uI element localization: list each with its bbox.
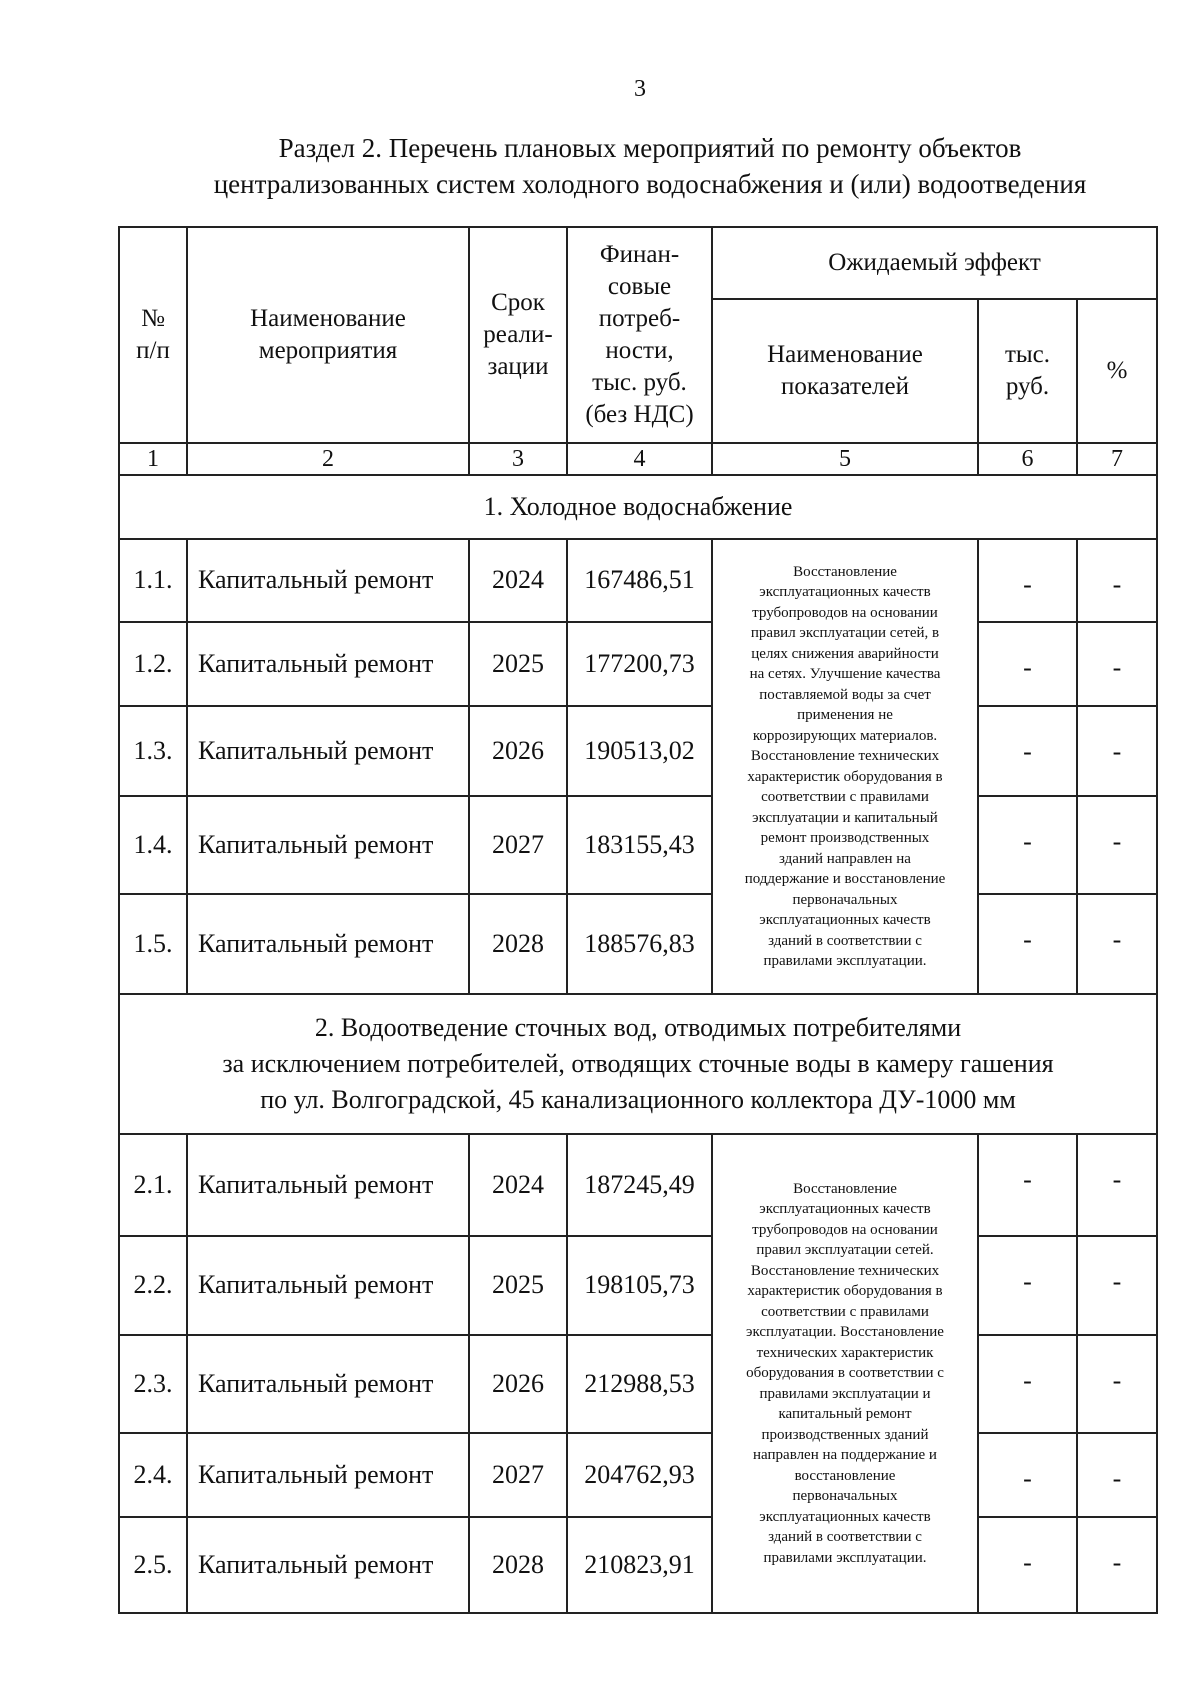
effect-description	[712, 539, 978, 994]
row-thousand: -	[978, 1134, 1077, 1236]
effect-line: коррозирующих материалов.	[752, 727, 938, 744]
row-name: Капитальный ремонт	[187, 706, 469, 796]
row-thousand: -	[978, 796, 1077, 894]
row-year: 2027	[469, 1433, 567, 1517]
effect-line: Восстановление технических	[750, 748, 940, 765]
column-number-row	[119, 443, 1157, 475]
row-amount: 210823,91	[567, 1517, 712, 1613]
effect-line: восстановление	[794, 1467, 896, 1484]
effect-line: эксплуатации и капитальный	[752, 809, 938, 826]
row-thousand: -	[978, 622, 1077, 706]
row-number: 2.2.	[119, 1236, 187, 1334]
row-thousand: -	[978, 1517, 1077, 1613]
effect-line: правилами эксплуатации.	[763, 1549, 927, 1566]
row-number: 1.3.	[119, 706, 187, 796]
column-number: 6	[978, 443, 1077, 475]
header-line: потреб-	[598, 305, 681, 333]
row-thousand: -	[978, 1236, 1077, 1334]
column-number: 3	[469, 443, 567, 475]
row-amount: 198105,73	[567, 1236, 712, 1334]
row-name: Капитальный ремонт	[187, 1517, 469, 1613]
row-name: Капитальный ремонт	[187, 894, 469, 994]
effect-line: трубопроводов на основании	[752, 604, 938, 621]
header-no	[119, 227, 187, 443]
row-percent: -	[1077, 622, 1157, 706]
row-number: 1.4.	[119, 796, 187, 894]
header-line: Наименование	[250, 305, 406, 333]
row-year: 2028	[469, 894, 567, 994]
effect-description	[712, 1134, 978, 1613]
effect-line: целях снижения аварийности	[751, 645, 939, 662]
effect-line: производственных зданий	[761, 1426, 929, 1443]
header-thousand-rub	[978, 299, 1077, 443]
header-line: тыс.	[1004, 341, 1051, 369]
effect-line: Восстановление	[793, 1180, 897, 1197]
column-number: 5	[712, 443, 978, 475]
row-name: Капитальный ремонт	[187, 1335, 469, 1433]
row-number: 2.3.	[119, 1335, 187, 1433]
row-thousand: -	[978, 1433, 1077, 1517]
header-line: реали-	[483, 321, 553, 349]
table-row	[119, 1335, 1157, 1433]
table-row	[119, 1517, 1157, 1613]
header-percent: %	[1077, 299, 1157, 443]
header-name	[187, 227, 469, 443]
row-year: 2026	[469, 1335, 567, 1433]
header-line: мероприятия	[258, 337, 398, 365]
effect-line: ремонт производственных	[760, 830, 930, 847]
row-name: Капитальный ремонт	[187, 1433, 469, 1517]
column-number: 1	[119, 443, 187, 475]
measures-table	[118, 226, 1158, 1614]
header-term	[469, 227, 567, 443]
effect-line: Восстановление технических	[750, 1262, 940, 1279]
effect-line: зданий направлен на	[779, 850, 911, 867]
effect-line: трубопроводов на основании	[752, 1221, 938, 1238]
row-amount: 212988,53	[567, 1335, 712, 1433]
row-percent: -	[1077, 894, 1157, 994]
row-year: 2024	[469, 1134, 567, 1236]
effect-line: эксплуатационных качеств	[759, 912, 931, 929]
row-thousand: -	[978, 539, 1077, 621]
effect-line: правилами эксплуатации и	[759, 1385, 931, 1402]
header-line: п/п	[136, 337, 170, 365]
row-thousand: -	[978, 894, 1077, 994]
header-line: Наименование	[767, 341, 923, 369]
row-name: Капитальный ремонт	[187, 539, 469, 621]
row-name: Капитальный ремонт	[187, 796, 469, 894]
row-year: 2024	[469, 539, 567, 621]
effect-line: правил эксплуатации сетей, в	[750, 625, 940, 642]
table-row	[119, 894, 1157, 994]
effect-line: поставляемой воды за счет	[759, 686, 931, 703]
section-title: 1. Холодное водоснабжение	[119, 475, 1157, 539]
row-year: 2025	[469, 622, 567, 706]
effect-line: эксплуатационных качеств	[759, 1508, 931, 1525]
header-effect: Ожидаемый эффект	[712, 227, 1157, 299]
effect-line: на сетях. Улучшение качества	[749, 666, 941, 683]
effect-line: характеристик оборудования в	[747, 1283, 943, 1300]
header-line: зации	[487, 353, 549, 381]
header-line: ности,	[605, 337, 674, 365]
effect-line: зданий в соответствии с	[768, 932, 922, 949]
header-line: тыс. руб.	[592, 369, 687, 397]
row-percent: -	[1077, 1236, 1157, 1334]
header-line: совые	[607, 273, 672, 301]
header-line: (без НДС)	[585, 401, 694, 429]
effect-line: характеристик оборудования в	[747, 768, 943, 785]
table-row	[119, 622, 1157, 706]
row-name: Капитальный ремонт	[187, 1134, 469, 1236]
row-percent: -	[1077, 1433, 1157, 1517]
effect-line: эксплуатации. Восстановление	[746, 1324, 944, 1341]
row-year: 2026	[469, 706, 567, 796]
row-number: 2.4.	[119, 1433, 187, 1517]
row-amount: 183155,43	[567, 796, 712, 894]
column-number: 2	[187, 443, 469, 475]
effect-line: первоначальных	[792, 891, 898, 908]
column-number: 7	[1077, 443, 1157, 475]
header-line: №	[141, 305, 165, 333]
effect-line: направлен на поддержание и	[753, 1447, 937, 1464]
header-line: Срок	[491, 289, 545, 317]
row-amount: 190513,02	[567, 706, 712, 796]
effect-line: соответствии с правилами	[761, 789, 929, 806]
page-number: 3	[634, 76, 646, 102]
title-line: централизованных систем холодного водоснабжения и (или) водоотведения	[213, 169, 1087, 199]
table-row	[119, 796, 1157, 894]
row-number: 1.2.	[119, 622, 187, 706]
row-amount: 204762,93	[567, 1433, 712, 1517]
row-thousand: -	[978, 706, 1077, 796]
row-name: Капитальный ремонт	[187, 1236, 469, 1334]
row-number: 1.1.	[119, 539, 187, 621]
table-row	[119, 706, 1157, 796]
section-title-line: 2. Водоотведение сточных вод, отводимых потребителями	[314, 1013, 962, 1043]
header-finance	[567, 227, 712, 443]
row-percent: -	[1077, 1134, 1157, 1236]
effect-line: правилами эксплуатации.	[763, 953, 927, 970]
row-amount: 188576,83	[567, 894, 712, 994]
row-thousand: -	[978, 1335, 1077, 1433]
row-number: 1.5.	[119, 894, 187, 994]
row-number: 2.1.	[119, 1134, 187, 1236]
table-row	[119, 1433, 1157, 1517]
effect-line: зданий в соответствии с	[768, 1529, 922, 1546]
row-amount: 177200,73	[567, 622, 712, 706]
title-line: Раздел 2. Перечень плановых мероприятий по ремонту объектов	[278, 133, 1022, 163]
effect-line: первоначальных	[792, 1488, 898, 1505]
row-amount: 167486,51	[567, 539, 712, 621]
section-title-line: по ул. Волгоградской, 45 канализационного коллектора ДУ-1000 мм	[260, 1085, 1016, 1115]
header-indicator	[712, 299, 978, 443]
effect-line: правил эксплуатации сетей.	[756, 1242, 934, 1259]
table-row	[119, 539, 1157, 621]
header-line: руб.	[1005, 373, 1050, 401]
effect-line: оборудования в соответствии с	[746, 1365, 944, 1382]
effect-line: Восстановление	[793, 563, 897, 580]
effect-line: капитальный ремонт	[778, 1406, 912, 1423]
section-title-line: за исключением потребителей, отводящих сточные воды в камеру гашения	[222, 1049, 1054, 1079]
row-year: 2027	[469, 796, 567, 894]
row-percent: -	[1077, 706, 1157, 796]
row-amount: 187245,49	[567, 1134, 712, 1236]
effect-line: эксплуатационных качеств	[759, 1201, 931, 1218]
effect-line: эксплуатационных качеств	[759, 584, 931, 601]
row-percent: -	[1077, 539, 1157, 621]
row-number: 2.5.	[119, 1517, 187, 1613]
table-row	[119, 1134, 1157, 1236]
row-percent: -	[1077, 796, 1157, 894]
row-name: Капитальный ремонт	[187, 622, 469, 706]
page-title	[150, 130, 1150, 202]
row-percent: -	[1077, 1517, 1157, 1613]
effect-line: применения не	[797, 707, 893, 724]
section-title	[119, 994, 1157, 1134]
effect-line: технических характеристик	[756, 1344, 934, 1361]
row-year: 2025	[469, 1236, 567, 1334]
column-number: 4	[567, 443, 712, 475]
table-row	[119, 1236, 1157, 1334]
row-year: 2028	[469, 1517, 567, 1613]
header-line: Финан-	[599, 241, 680, 269]
effect-line: соответствии с правилами	[761, 1303, 929, 1320]
row-percent: -	[1077, 1335, 1157, 1433]
effect-line: поддержание и восстановление	[744, 871, 946, 888]
header-line: показателей	[780, 373, 910, 401]
